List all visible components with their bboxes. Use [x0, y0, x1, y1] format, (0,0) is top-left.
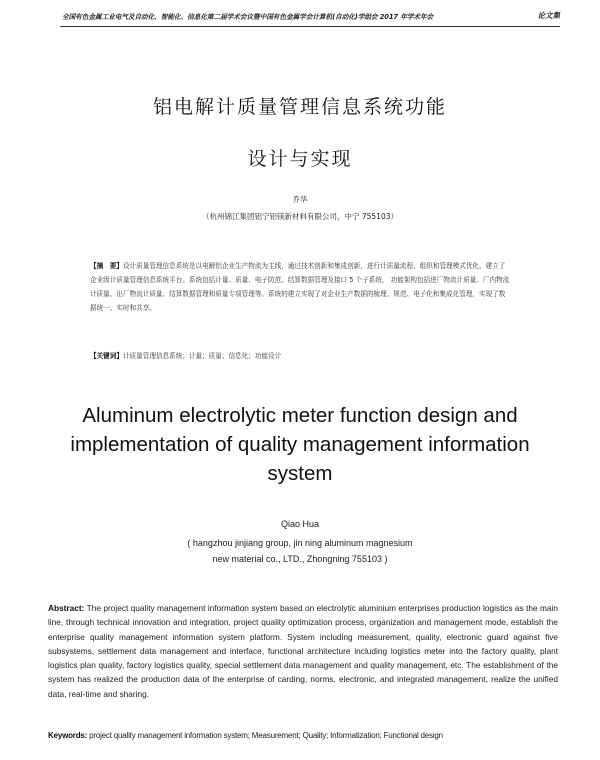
english-keywords	[48, 731, 558, 740]
english-abstract-label: Abstract:	[48, 603, 85, 613]
english-affiliation-line1: ( hangzhou jinjiang group, jin ning aluminum magnesium	[187, 538, 413, 548]
english-abstract	[48, 601, 558, 701]
chinese-keywords-text: 计质量管理信息系统；计量；质量；信息化；功能设计	[122, 352, 282, 360]
chinese-author: 乔华	[292, 195, 308, 204]
header-rule	[60, 26, 560, 27]
chinese-keywords-label: 【关键词】	[90, 352, 123, 360]
chinese-keywords	[90, 350, 510, 360]
chinese-title-line1: 铝电解计质量管理信息系统功能	[152, 96, 447, 118]
running-header: 全国有色金属工业电气及自动化、智能化、信息化第二届学术会议暨中国有色金属学会计算机(自动化)学组会 2017 年学术年会	[62, 13, 434, 21]
chinese-affiliation: （杭州锦江集团铝宁铝镁新材料有限公司，中宁 755103）	[201, 212, 398, 221]
english-author: Qiao Hua	[280, 519, 320, 529]
chinese-title-line2: 设计与实现	[247, 148, 353, 170]
english-keywords-text: project quality management information system; Measurement; Quality; Informatization; Functional design	[87, 731, 443, 740]
english-affiliation	[0, 535, 600, 567]
chinese-abstract-label: 【摘 要】	[90, 262, 123, 270]
english-abstract-text: The project quality management information system based on electrolytic aluminium enterprises production logistics as the main line, through technical innovation and integration, project quality optimization process, organization and management mode, establish the enterprise quality management information system platform. System including measurement, quality, electronic guard against five subsystems, settlement data management and interface, functional architecture including logistics meter into the factory quality, plant logistics plan quality, factory logistics quality, special settlement data management and quality management, etc. The establishment of the system has realized the production data of the enterprise of carding, norms, electronic, and integrated management, realize the unified data, real-time and sharing.	[48, 603, 558, 699]
chinese-abstract-text: 设计质量管理信息系统是以电解铝企业生产物流为主线，通过技术创新和集成创新，进行计质量流程、组织和管理模式优化，建立了企业级计质量管理信息系统平台。系统包括计量、质量、电子防范、结算数据管理及接口 5 个子系统， 功能架构包括进厂物流计质量、厂内物流计质量、出厂物流计质量、结算数据管理和质量专项管理等。系统的建立实现了对企业生产数据的梳理、规范、电子化和集成化管理，实现了数据统一、实时和共享。	[90, 262, 510, 312]
english-keywords-label: Keywords:	[48, 731, 88, 740]
chinese-abstract	[90, 259, 510, 315]
section-tag: 论文集	[537, 11, 560, 20]
english-affiliation-line2: new material co., LTD., Zhongning 755103 )	[212, 554, 388, 564]
english-title: Aluminum electrolytic meter function design and implementation of quality management information system	[70, 404, 530, 485]
